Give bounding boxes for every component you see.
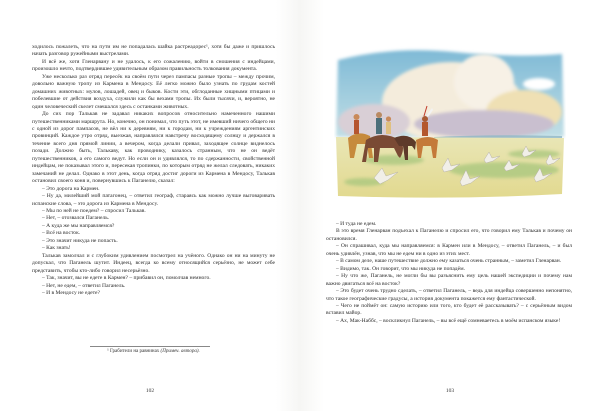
dialog-line: – Ах, Мак-Наббс, – воскликнул Паганель, – вы всё ещё сомневаетесь в моём испанском языке! xyxy=(336,317,561,324)
footnote-text: Грабители на равнинах xyxy=(109,349,160,354)
dialog-line: – Ну что же, Паганель, не могли бы вы разъяснить ему цель нашей экспедиции и почему нам важно двигаться всё на восток? xyxy=(326,273,572,287)
dialog-line: – В самом деле, наше путешествие должно ему казаться очень странным, – заметил Гленарван. xyxy=(336,258,562,265)
dialog-line: – А куда же мы направляемся? xyxy=(42,222,115,229)
dialog-line: – Нет, не едем, – ответил Паганель. xyxy=(42,282,126,289)
page-number: 102 xyxy=(145,388,155,394)
dialog-line: – Это дорога на Кармен. xyxy=(42,185,100,192)
paragraph: В это время Гленарван подъехал к Паганелю и спросил его, что говорил ему Талькав и почему он остановился. xyxy=(326,228,572,242)
dialog-line: – Он спрашивал, куда мы направляемся: в Кармен или в Мендосу, – ответил Паганель, – и был очень удивлён, узнав, что мы не едем ни в одно из этих мест. xyxy=(326,243,572,257)
paragraph: Талькав замолчал и с глубоким удивлением посмотрел на учёного. Однако он ни на минуту не допускал, что Паганель шутит. Индеец, всегда ко всему относящийся серьёзно, не может себе представить, чтобы кто-либо говорил несерьёзно. xyxy=(32,252,275,274)
footnote xyxy=(32,349,275,355)
right-page xyxy=(300,0,600,411)
paragraph: ходилось пожалеть, что на пути им не попадалась шайка растреадорес¹, хотя бы даже и пришлось начать разговор ружейными выстрелами. xyxy=(32,44,275,58)
dialog-line: – Нет, – отозвался Паганель. xyxy=(42,215,110,222)
dialog-line: – Это будет очень трудно сделать, – ответил Паганель, – ведь для индейца совершенно непонятно, что такое географические градусы, а история документа покажется ему фантастической. xyxy=(326,288,572,302)
dialog-line: – Всё на восток. xyxy=(42,230,81,237)
left-page-text xyxy=(32,44,275,297)
dialog-line: – И в Мендосу не едете? xyxy=(42,289,100,296)
dialog-line: – Как знать! xyxy=(42,245,71,252)
dialog-line: – Ну да, милейший мой патагонец, – ответил географ, стараясь как можно лучше выговаривать испанские слова, – это дорога из Кармена в Мендосу. xyxy=(32,193,275,207)
dialog-line: – Видимо, так. Он говорит, что мы никуда не попадём. xyxy=(336,265,465,272)
page-number: 103 xyxy=(445,388,455,394)
prairie-riders-illustration-icon xyxy=(334,42,566,202)
paragraph: И всё же, хотя Гленарвану и не удалось, к его сожалению, войти в сношения с индейцами, произошло нечто, подтвердившее удивительным образом правильность толкования документа. xyxy=(32,58,275,73)
footnote-note: (Примеч. автора). xyxy=(160,349,200,354)
watercolor-illustration xyxy=(334,42,566,202)
dialog-line: – Это значит никуда не попасть. xyxy=(42,237,118,244)
footnote-marker: ¹ xyxy=(107,349,109,354)
dialog-line: – Чего не поймёт он: самую историю или того, кто будет её рассказывать? – с серьёзным видом вставил майор. xyxy=(326,302,572,317)
paragraph: Уже несколько раз отряд пересёк на своём пути через пампасы разные тропы – между прочим, довольно важную тропу из Кармена в Мендосу. Её легко можно было узнать по грудам костей домашних животных: мулов, лошадей, овец и быков. Кости эти, обглоданные хищными птицами и побелевшие от действия воздуха, служили как бы вехами тропы. Их были тысячи, и, вероятно, не один человеческий скелет смешался здесь с останками животных. xyxy=(32,73,275,110)
dialog-line: – Мы по ней не поедем? – спросил Талькав. xyxy=(42,207,146,214)
footnote-divider xyxy=(90,346,210,347)
dialog-line: – Так, значит, вы не едете в Кармен? – прибавил он, помолчав немного. xyxy=(42,275,211,282)
dialog-line: – И туда не едем. xyxy=(336,221,377,227)
paragraph: До сих пор Талькав не задавал никаких вопросов относительно намеченного нашими путешественниками маршрута. Но, конечно, он понимал, что путь этот, не имевший ничего общего ни с одной из дорог пампасов, не вёл ни к деревням, ни к городам, ни к учреждениям аргентинских провинций. Каждое утро отряд, выезжая, направлялся навстречу восходящему солнцу и держался в течение всего дня прямой линии, а вечером, когда делали привал, заходящее солнце виднелось позади. Должно быть, Талькаву, как проводнику, казалось странным, что не он ведёт путешественников, а его самого ведут. Но если он и удивлялся, то по сдержанности, свойственной индейцам, не показывал этого и, пересекая тропинки, по которым отряд не желал следовать, никаких замечаний не делал. Однако в этот день, когда отряд достиг дороги из Кармена в Мендосу, Талькав остановил своего коня и, повернувшись к Паганелю, сказал: xyxy=(32,111,275,185)
right-page-text xyxy=(326,221,572,325)
